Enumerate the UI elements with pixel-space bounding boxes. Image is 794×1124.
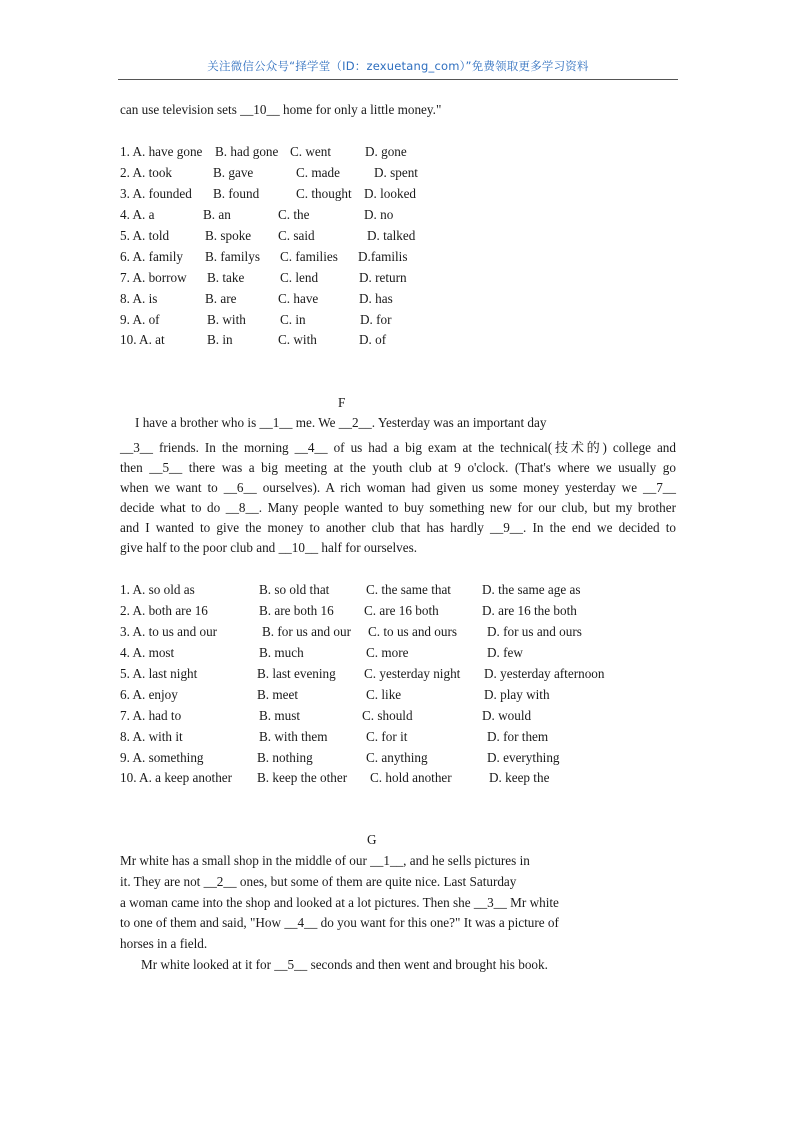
- option-b: B. meet: [257, 687, 299, 702]
- option-a: 1. A. have gone: [120, 144, 203, 159]
- option-b: B. with: [207, 312, 246, 327]
- option-d: D. spent: [374, 165, 418, 180]
- option-c: C. with: [278, 332, 317, 347]
- option-a: 6. A. enjoy: [120, 687, 178, 702]
- option-c: C. families: [280, 249, 338, 264]
- option-c: C. the: [278, 207, 310, 222]
- option-a: 6. A. family: [120, 249, 184, 264]
- option-b: B. are: [205, 291, 237, 306]
- option-d: D. gone: [365, 144, 407, 159]
- passage-line: give half to the poor club and __10__ half for ourselves.: [120, 540, 418, 555]
- option-b: B. in: [207, 332, 233, 347]
- passage-e-last-line: can use television sets __10__ home for only a little money.": [120, 102, 442, 117]
- option-a: 10. A. a keep another: [120, 770, 233, 785]
- option-a: 3. A. founded: [120, 186, 192, 201]
- option-d: D. keep the: [489, 770, 550, 785]
- option-c: C. for it: [366, 729, 408, 744]
- option-a: 5. A. last night: [120, 666, 198, 681]
- passage-line: and I wanted to give the money to another club that has hardly __9__. In the end we decided to: [120, 520, 676, 535]
- option-b: B. familys: [205, 249, 260, 264]
- option-a: 2. A. took: [120, 165, 173, 180]
- option-d: D. yesterday afternoon: [484, 666, 605, 681]
- option-d: D. has: [359, 291, 393, 306]
- passage-line: a woman came into the shop and looked at a lot pictures. Then she __3__ Mr white: [120, 895, 559, 910]
- option-d: D. looked: [364, 186, 417, 201]
- option-a: 3. A. to us and our: [120, 624, 218, 639]
- option-c: C. have: [278, 291, 319, 306]
- option-c: C. in: [280, 312, 306, 327]
- option-d: D. for us and ours: [487, 624, 582, 639]
- section-f-heading: F: [338, 395, 346, 410]
- passage-line: __3__ friends. In the morning __4__ of us had a big exam at the technical(技术的) college and: [120, 440, 676, 455]
- passage-line: Mr white has a small shop in the middle of our __1__, and he sells pictures in: [120, 853, 530, 868]
- section-g-heading: G: [367, 832, 377, 847]
- passage-line: I have a brother who is __1__ me. We __2__. Yesterday was an important day: [135, 415, 547, 430]
- option-b: B. gave: [213, 165, 254, 180]
- option-c: C. said: [278, 228, 315, 243]
- option-a: 10. A. at: [120, 332, 165, 347]
- option-c: C. anything: [366, 750, 428, 765]
- option-c: C. are 16 both: [364, 603, 439, 618]
- option-d: D. for them: [487, 729, 549, 744]
- option-a: 7. A. borrow: [120, 270, 187, 285]
- passage-line: horses in a field.: [120, 936, 208, 951]
- option-a: 9. A. of: [120, 312, 160, 327]
- option-c: C. to us and ours: [368, 624, 458, 639]
- option-d: D. are 16 the both: [482, 603, 577, 618]
- option-c: C. yesterday night: [364, 666, 461, 681]
- passage-line: to one of them and said, "How __4__ do you want for this one?" It was a picture of: [120, 915, 559, 930]
- option-b: B. for us and our: [262, 624, 352, 639]
- option-c: C. made: [296, 165, 340, 180]
- option-c: C. lend: [280, 270, 319, 285]
- option-a: 9. A. something: [120, 750, 204, 765]
- option-d: D. of: [359, 332, 387, 347]
- option-c: C. went: [290, 144, 332, 159]
- option-d: D. for: [360, 312, 392, 327]
- option-b: B. so old that: [259, 582, 330, 597]
- option-c: C. more: [366, 645, 409, 660]
- option-b: B. last evening: [257, 666, 336, 681]
- passage-line: it. They are not __2__ ones, but some of them are quite nice. Last Saturday: [120, 874, 517, 889]
- option-c: C. hold another: [370, 770, 452, 785]
- option-b: B. found: [213, 186, 260, 201]
- option-d: D. no: [364, 207, 394, 222]
- option-c: C. thought: [296, 186, 352, 201]
- option-a: 4. A. a: [120, 207, 155, 222]
- passage-line: then __5__ there was a big meeting at the youth club at 9 o'clock. (That's where we usually go: [120, 460, 676, 475]
- option-d: D. talked: [367, 228, 416, 243]
- option-b: B. keep the other: [257, 770, 348, 785]
- option-a: 2. A. both are 16: [120, 603, 208, 618]
- option-c: C. the same that: [366, 582, 451, 597]
- option-a: 1. A. so old as: [120, 582, 195, 597]
- option-b: B. with them: [259, 729, 328, 744]
- option-b: B. an: [203, 207, 231, 222]
- option-a: 8. A. is: [120, 291, 158, 306]
- header-divider: [118, 79, 678, 80]
- option-d: D. return: [359, 270, 407, 285]
- passage-line: Mr white looked at it for __5__ seconds and then went and brought his book.: [141, 957, 548, 972]
- option-b: B. nothing: [257, 750, 313, 765]
- option-d: D. few: [487, 645, 523, 660]
- option-c: C. should: [362, 708, 413, 723]
- option-b: B. must: [259, 708, 301, 723]
- option-d: D. play with: [484, 687, 550, 702]
- option-c: C. like: [366, 687, 402, 702]
- option-b: B. are both 16: [259, 603, 334, 618]
- option-a: 5. A. told: [120, 228, 170, 243]
- passage-line: when we want to __6__ ourselves). A rich woman had given us some money yesterday we __7__: [120, 480, 676, 495]
- option-a: 7. A. had to: [120, 708, 182, 723]
- option-b: B. much: [259, 645, 304, 660]
- option-a: 8. A. with it: [120, 729, 183, 744]
- option-d: D. would: [482, 708, 532, 723]
- option-b: B. spoke: [205, 228, 252, 243]
- passage-line: decide what to do __8__. Many people wanted to buy something new for our club, but my brother: [120, 500, 676, 515]
- page-header-notice: 关注微信公众号“择学堂（ID：zexuetang_com）”免费领取更多学习资料: [207, 59, 589, 73]
- option-d: D.familis: [358, 249, 408, 264]
- option-b: B. had gone: [215, 144, 279, 159]
- option-d: D. everything: [487, 750, 560, 765]
- option-d: D. the same age as: [482, 582, 581, 597]
- option-a: 4. A. most: [120, 645, 175, 660]
- option-b: B. take: [207, 270, 245, 285]
